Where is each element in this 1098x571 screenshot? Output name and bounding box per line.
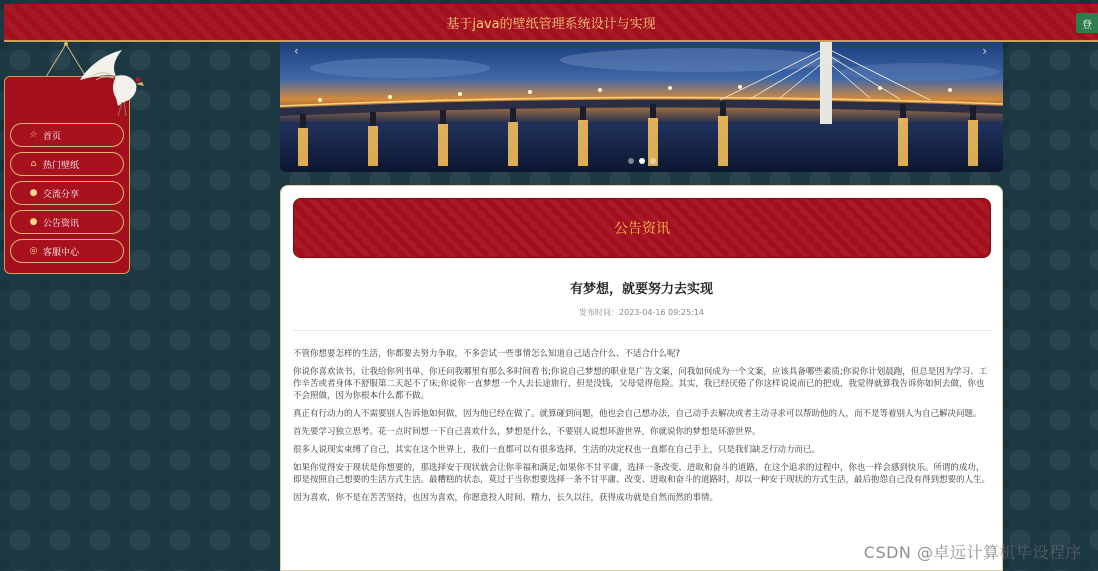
carousel-prev-arrow[interactable]: ‹: [294, 44, 299, 58]
carousel-dot-3[interactable]: [650, 158, 656, 164]
carousel-dot-1[interactable]: [628, 158, 634, 164]
sidebar-item-label: 热门壁纸: [43, 160, 80, 171]
article-paragraph: 你说你喜欢读书，让我给你列书单，你还问我哪里有那么多时间看书;你说自己梦想的职业是广告文案，问我如何成为一个文案，应该具备哪些素质;你说你计划晨跑，但总是因为学习、工作辛苦或者身体不舒服第二天起不了床;你说你一直梦想一个人去长途旅行，但是没钱，父母觉得危险。其实，我已经厌倦了你这样说说而已的把戏，我觉得就算我告诉你如何去做，你也不会照做，因为你根本什么都不做。: [293, 367, 988, 401]
banner-carousel[interactable]: [280, 42, 1003, 172]
carousel-next-arrow[interactable]: ›: [982, 44, 987, 58]
sidebar-item-hot-wallpapers[interactable]: [10, 152, 124, 176]
circle-icon: ●: [29, 188, 38, 198]
sidebar-item-label: 交流分享: [43, 189, 80, 200]
sidebar-item-label: 客服中心: [43, 247, 80, 258]
article-title: 有梦想，就要努力去实现: [569, 282, 713, 297]
article-paragraph: 不管你想要怎样的生活，你都要去努力争取，不多尝试一些事情怎么知道自己适合什么、不适合什么呢?: [293, 349, 681, 359]
article-paragraph: 真正有行动力的人不需要别人告诉他如何做，因为他已经在做了。就算碰到问题，他也会自己想办法，自己动手去解决或者主动寻求可以帮助他的人，而不是等着别人为自己解决问题。: [293, 409, 982, 419]
site-title: 基于java的壁纸管理系统设计与实现: [446, 16, 656, 32]
sidebar-item-label: 公告资讯: [43, 218, 80, 229]
circle-icon: ●: [29, 217, 38, 227]
watermark: CSDN @卓远计算机毕设程序: [863, 543, 1082, 562]
bag-icon: ⌂: [30, 159, 37, 169]
sidebar-item-announcements[interactable]: [10, 210, 124, 234]
article-paragraph: 很多人说现实束缚了自己，其实在这个世界上，我们一直都可以有很多选择，生活的决定权也一直都在自己手上，只是我们缺乏行动力而已。: [293, 445, 821, 455]
top-bar: [4, 4, 1098, 42]
content-panel: [280, 185, 1003, 571]
sidebar-item-share[interactable]: [10, 181, 124, 205]
article-paragraph: 首先要学习独立思考。花一点时间想一下自己喜欢什么，梦想是什么，不要别人说想环游世界，你就说你的梦想是环游世界。: [293, 427, 761, 437]
carousel-indicators: [628, 158, 656, 164]
article-publish-time: 发布时间：2023-04-16 09:25:14: [579, 308, 704, 317]
article-paragraph: 如果你觉得安于现状是你想要的，那选择安于现状就会让你幸福和满足;如果你不甘平庸，选择一条改变、进取和奋斗的道路，在这个追求的过程中，你也一样会感到快乐。所谓的成功，即是按照自己想要的生活方式生活。最糟糕的状态，莫过于当你想要选择一条不甘平庸、改变、进取和奋斗的道路时，却以一种安于现状的方式生活，最后抱怨自己没有得到想要的人生。: [293, 463, 991, 485]
login-button[interactable]: 登: [1076, 13, 1098, 33]
crane-illustration: [72, 46, 150, 118]
divider: [293, 330, 991, 331]
section-header: [293, 198, 991, 258]
carousel-dot-2[interactable]: [639, 158, 645, 164]
article-paragraph: 因为喜欢，你不是在苦苦坚持，也因为喜欢，你愿意投入时间、精力，长久以往，获得成功就是自然而然的事情。: [293, 493, 719, 503]
article-body: [293, 348, 991, 510]
sidebar-item-customer-service[interactable]: [10, 239, 124, 263]
sidebar-item-label: 首页: [43, 131, 62, 142]
headset-icon: ◎: [29, 246, 38, 256]
bridge-night-photo: [280, 42, 1003, 172]
section-title: 公告资讯: [614, 221, 670, 237]
star-icon: ☆: [29, 130, 38, 140]
sidebar-item-home[interactable]: [10, 123, 124, 147]
